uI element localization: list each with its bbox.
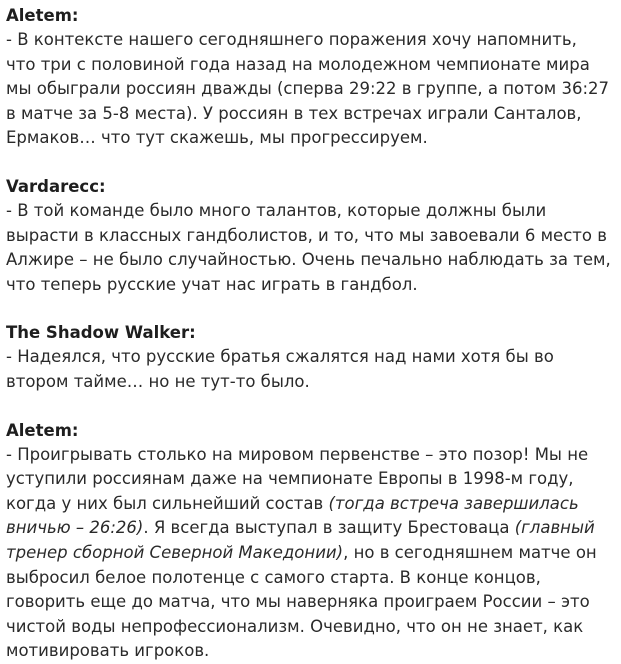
comment-text	[6, 28, 611, 151]
comment-italic-note: (тогда встреча завершилась вничью – 26:26)	[6, 493, 579, 538]
comment-text-segment: - В той команде было много талантов, которые должны были вырасти в классных гандболистов, и то, что мы завоевали 6 место в Алжире – не было случайностью. Очень печально наблюдать за тем, что теперь русские учат нас играть в гандбол.	[6, 200, 611, 294]
comment-text-segment: - В контексте нашего сегодняшнего поражения хочу напомнить, что три с половиной года назад на молодежном чемпионате мира мы обыграли россиян дважды (сперва 29:22 в группе, а потом 36:27 в матче за 5-8 места). У россиян в тех встречах играли Санталов, Ермаков… что тут скажешь, мы прогрессируем.	[6, 30, 610, 148]
comment-text-segment: . Я всегда выступал в защиту Брестоваца	[143, 518, 515, 538]
comment-text	[6, 443, 611, 664]
comment	[6, 419, 611, 664]
comment	[6, 175, 611, 297]
comment-author: The Shadow Walker:	[6, 323, 196, 343]
comment-text	[6, 345, 611, 394]
comment-text-segment: - Проигрывать столько на мировом первенстве – это позор! Мы не уступили россиянам даже на чемпионате Европы в 1998-м году, когда у них был сильнейший состав	[6, 444, 589, 513]
comment-text-segment: - Надеялся, что русские братья сжалятся над нами хотя бы во втором тайме… но не тут-то было.	[6, 347, 554, 391]
comment-author: Aletem:	[6, 6, 79, 25]
comment-text-segment: , но в сегодняшнем матче он выбросил белое полотенце с самого старта. В конце концов, говорить еще до матча, что мы наверняка проиграем России – это чистой воды непрофессионализм. Очевидно, что он не знает, как мотивировать игроков.	[6, 542, 597, 661]
comment-author: Vardarecc:	[6, 176, 106, 196]
comment-author: Aletem:	[6, 420, 79, 440]
comment-italic-note: (главный тренер сборной Северной Македонии)	[6, 518, 595, 562]
comment	[6, 321, 611, 394]
comment-text	[6, 199, 611, 297]
comment	[6, 4, 611, 151]
